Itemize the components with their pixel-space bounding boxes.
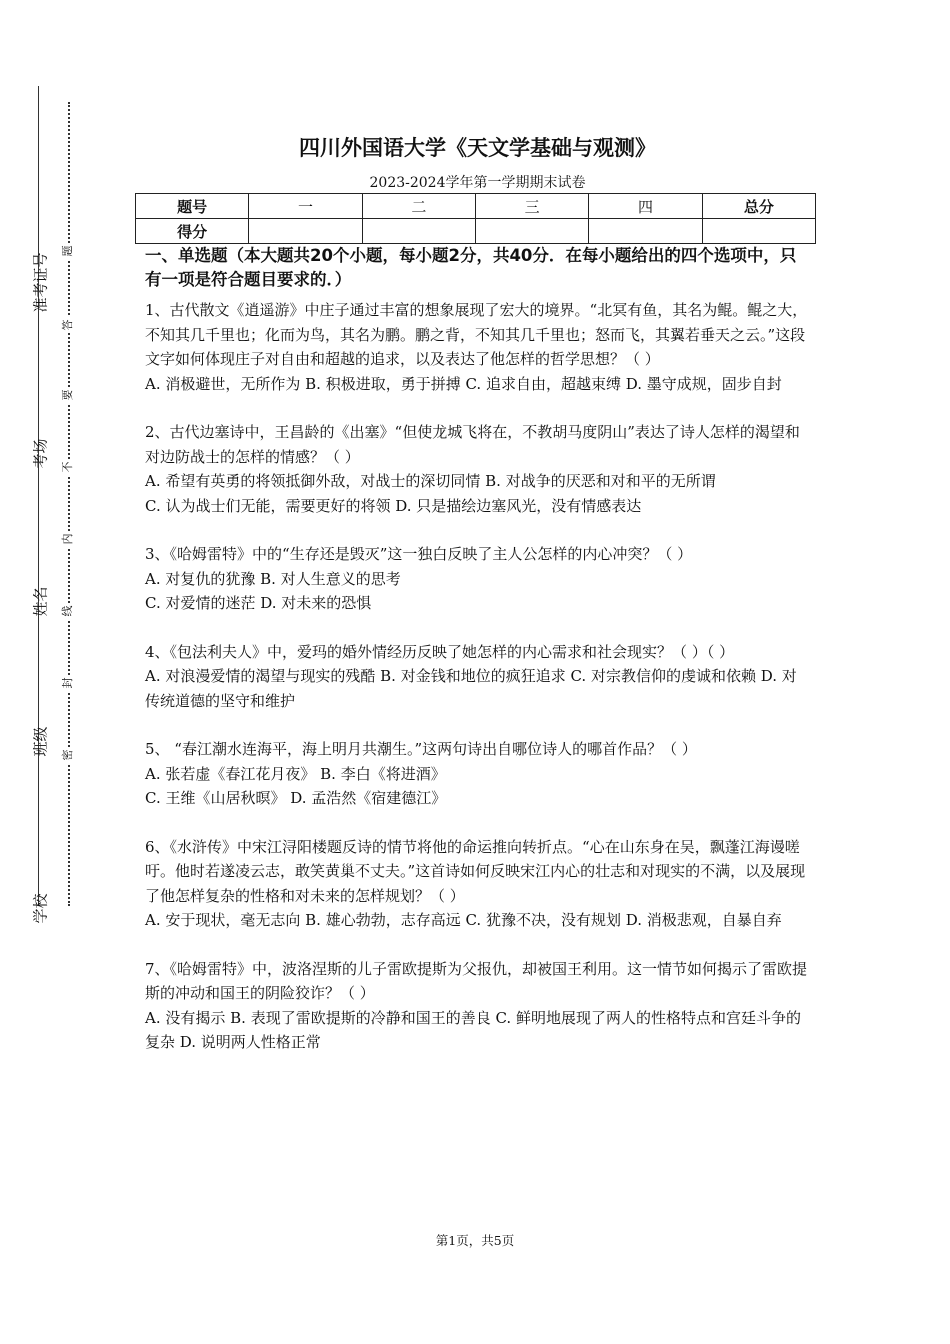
question-stem: 6、《水浒传》中宋江浔阳楼题反诗的情节将他的命运推向转折点。“心在山东身在吴，飘蓬江海谩嗟吁。他时若遂凌云志，敢笑黄巢不丈夫。”这首诗如何反映宋江内心的壮志和对现实的不满，以及展现了他怎样复杂的性格和对未来的怎样规划？（ ） [145, 837, 806, 905]
question-options: A. 希望有英勇的将领抵御外敌，对战士的深切同情 B. 对战争的厌恶和对和平的无所谓 [145, 472, 716, 490]
score-cell-empty[interactable] [362, 219, 475, 244]
question-stem: 2、古代边塞诗中，王昌龄的《出塞》“但使龙城飞将在，不教胡马度阴山”表达了诗人怎样的渴望和对边防战士的怎样的情感？（ ） [145, 423, 800, 466]
score-cell-header: 一 [249, 194, 362, 219]
exam-content [145, 244, 810, 1079]
question-stem: 7、《哈姆雷特》中，波洛涅斯的儿子雷欧提斯为父报仇，却被国王利用。这一情节如何揭示了雷欧提斯的冲动和国王的阴险狡诈？（ ） [145, 959, 808, 1002]
seal-char: 不 [61, 459, 75, 475]
question [145, 542, 810, 616]
seal-char: 要 [61, 387, 75, 403]
class-label: 班级 [31, 726, 50, 757]
question-stem: 4、《包法利夫人》中，爱玛的婚外情经历反映了她怎样的内心需求和社会现实？（ ）（ ） [145, 642, 735, 661]
question-options: A. 没有揭示 B. 表现了雷欧提斯的冷静和国王的善良 C. 鲜明地展现了两人的性格特点和宫廷斗争的复杂 D. 说明两人性格正常 [145, 1008, 801, 1051]
question-options: C. 认为战士们无能，需要更好的将领 D. 只是描绘边塞风光，没有情感表达 [145, 496, 642, 515]
question-options: C. 对爱情的迷茫 D. 对未来的恐惧 [145, 594, 372, 612]
question-options: A. 安于现状，毫无志向 B. 雄心勃勃，志存高远 C. 犹豫不决，没有规划 D. 消极悲观，自暴自弃 [145, 911, 782, 929]
page-number: 第1页，共5页 [435, 1233, 515, 1248]
exam-subtitle: 2023-2024学年第一学期期末试卷 [369, 175, 586, 191]
score-cell-header: 总分 [702, 194, 815, 219]
seal-char: 密 [61, 747, 75, 763]
question [145, 640, 810, 714]
score-cell-empty[interactable] [589, 219, 702, 244]
question-options: A. 消极避世，无所作为 B. 积极进取，勇于拼搏 C. 追求自由，超越束缚 D. 墨守成规，固步自封 [145, 374, 782, 393]
score-table-score-row [136, 219, 816, 244]
question-options: A. 对浪漫爱情的渴望与现实的残酷 B. 对金钱和地位的疯狂追求 C. 对宗教信仰的虔诚和依赖 D. 对传统道德的坚守和维护 [145, 667, 797, 710]
score-cell-header: 题号 [136, 194, 249, 219]
seal-char: 答 [61, 317, 75, 333]
section-heading: 一、单选题（本大题共20个小题，每小题2分，共40分．在每小题给出的四个选项中，只有一项是符合题目要求的．） [145, 246, 797, 289]
seal-char: 题 [61, 243, 75, 259]
seal-dotted-line [68, 102, 70, 906]
score-cell-header: 二 [362, 194, 475, 219]
question-options: A. 张若虚《春江花月夜》 B. 李白《将进酒》 [145, 764, 446, 783]
question [145, 420, 810, 518]
score-cell-empty[interactable] [475, 219, 588, 244]
exam-title: 四川外国语大学《天文学基础与观测》 [299, 136, 656, 160]
score-row-label: 得分 [136, 219, 249, 244]
seal-char: 内 [61, 531, 75, 547]
question [145, 835, 810, 933]
question-stem: 3、《哈姆雷特》中的“生存还是毁灭”这一独白反映了主人公怎样的内心冲突？（ ） [145, 545, 693, 563]
score-table [135, 193, 816, 244]
question [145, 957, 810, 1055]
score-cell-empty[interactable] [702, 219, 815, 244]
question-options: C. 王维《山居秋暝》 D. 孟浩然《宿建德江》 [145, 789, 447, 807]
exam-room-label: 考场 [31, 438, 50, 469]
seal-char: 线 [61, 603, 75, 619]
binding-line [38, 86, 39, 906]
exam-id-label: 准考证号 [31, 252, 50, 313]
score-cell-header: 三 [475, 194, 588, 219]
score-table-header-row [136, 194, 816, 219]
question [145, 298, 810, 396]
score-cell-header: 四 [589, 194, 702, 219]
name-label: 姓名 [31, 586, 50, 617]
question-stem: 5、 “春江潮水连海平，海上明月共潮生。”这两句诗出自哪位诗人的哪首作品？（ ） [145, 740, 697, 758]
seal-char: 封 [61, 675, 75, 691]
score-cell-empty[interactable] [249, 219, 362, 244]
school-label: 学校 [31, 893, 50, 924]
question-stem: 1、古代散文《逍遥游》中庄子通过丰富的想象展现了宏大的境界。“北冥有鱼，其名为鲲。鲲之大，不知其几千里也；化而为鸟，其名为鹏。鹏之背，不知其几千里也；怒而飞，其翼若垂天之云。”这段文字如何体现庄子对自由和超越的追求，以及表达了他怎样的哲学思想？（ ） [145, 301, 808, 368]
question [145, 737, 810, 811]
question-options: A. 对复仇的犹豫 B. 对人生意义的思考 [145, 569, 401, 588]
